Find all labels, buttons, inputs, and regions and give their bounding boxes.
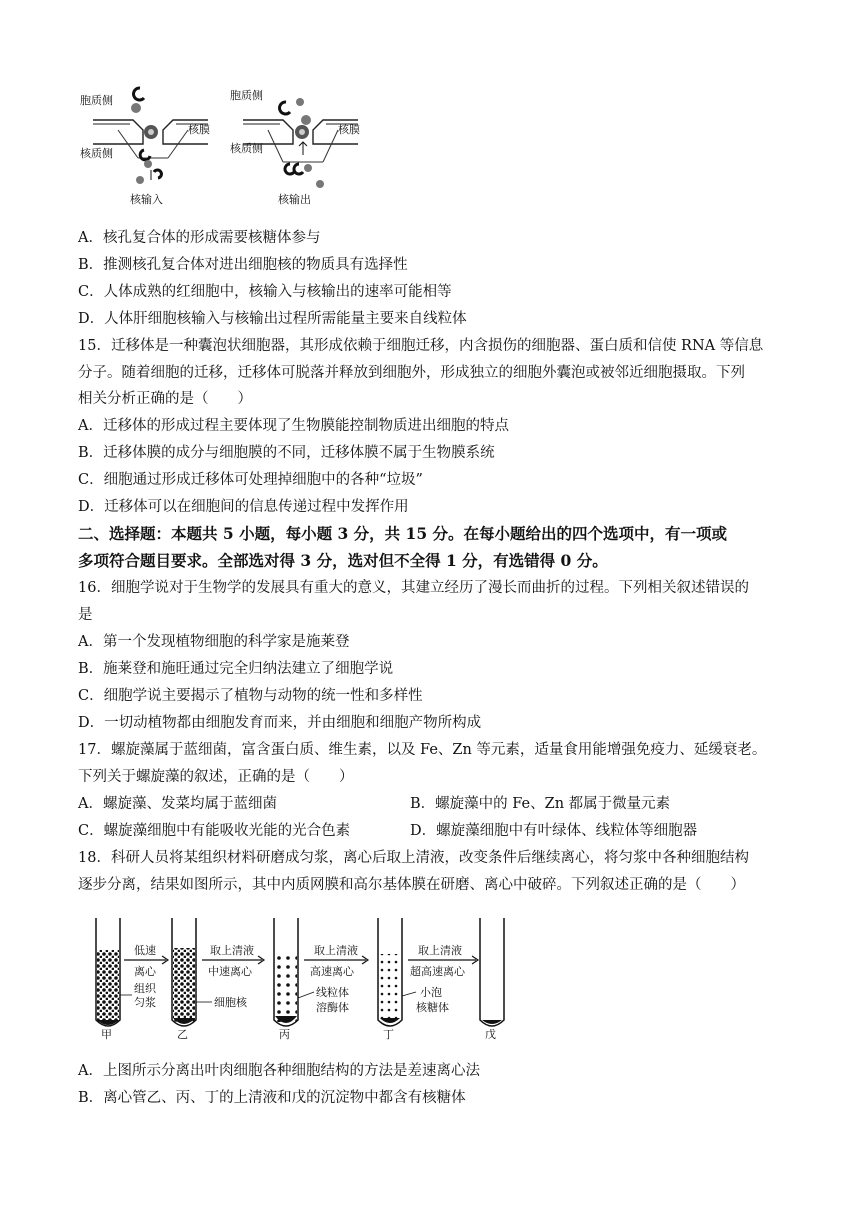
nuclear-import-diagram — [80, 88, 210, 206]
nuclear-export-diagram — [230, 88, 360, 206]
q16-option-d: D．一切动植物都由细胞发育而来，并由细胞和细胞产物所构成 — [78, 715, 482, 731]
q15-stem-2: 分子。随着细胞的迁移，迁移体可脱落并释放到细胞外，形成独立的细胞外囊泡或被邻近细胞摄取。下列 — [78, 365, 745, 381]
q16-option-a: A．第一个发现植物细胞的科学家是施莱登 — [78, 634, 350, 650]
vesicle-label-2: 核糖体 — [416, 1001, 449, 1014]
nuclear-transport-figure — [78, 80, 378, 215]
q16-option-c: C．细胞学说主要揭示了植物与动物的统一性和多样性 — [78, 688, 423, 704]
q16-stem-2: 是 — [78, 607, 93, 623]
tube-wu — [480, 918, 504, 1041]
q15-stem-1: 15．迁移体是一种囊泡状细胞器，其形成依赖于细胞迁移，内含损伤的细胞器、蛋白质和信使 RNA 等信息 — [78, 338, 764, 354]
q15-stem-3: 相关分析正确的是（ ） — [78, 391, 252, 407]
q16-option-b: B．施莱登和施旺通过完全归纳法建立了细胞学说 — [78, 661, 394, 677]
tube-label-jia: 甲 — [101, 1028, 112, 1041]
step3-label-1: 取上清液 — [314, 944, 358, 957]
arrow-step-1 — [120, 943, 168, 1009]
q16-stem-1: 16．细胞学说对于生物学的发展具有重大的意义，其建立经历了漫长而曲折的过程。下列相关叙述错误的 — [78, 580, 749, 596]
label-cyto-right: 胞质侧 — [230, 89, 263, 102]
step3-label-2: 高速离心 — [310, 965, 354, 978]
section-2-heading-line-1: 二、选择题：本题共 5 小题，每小题 3 分，共 15 分。在每小题给出的四个选项中，有一项或 — [78, 524, 728, 543]
step1-label-1: 低速 — [134, 944, 156, 957]
caption-import: 核输入 — [130, 193, 163, 206]
arrow-step-4 — [402, 943, 478, 1014]
q14-option-a: A．核孔复合体的形成需要核糖体参与 — [78, 230, 321, 246]
tube-label-yi: 乙 — [177, 1028, 188, 1041]
q18-stem-1: 18．科研人员将某组织材料研磨成匀浆，离心后取上清液，改变条件后继续离心，将匀浆中各种细胞结构 — [78, 850, 749, 866]
tube-label-ding: 丁 — [383, 1028, 394, 1041]
q18-option-a: A．上图所示分离出叶肉细胞各种细胞结构的方法是差速离心法 — [78, 1063, 480, 1079]
label-cyto-left: 胞质侧 — [80, 94, 113, 107]
homogenate-label-1: 组织 — [134, 982, 156, 995]
q15-option-d: D．迁移体可以在细胞间的信息传递过程中发挥作用 — [78, 499, 409, 515]
arrow-step-3 — [298, 943, 368, 1014]
centrifuge-figure — [78, 910, 518, 1045]
step4-label-2: 超高速离心 — [410, 965, 465, 978]
tube-label-bing: 丙 — [279, 1028, 290, 1041]
vesicle-label-1: 小泡 — [420, 986, 442, 999]
q18-option-b: B．离心管乙、丙、丁的上清液和戊的沉淀物中都含有核糖体 — [78, 1090, 466, 1106]
arrow-step-2 — [196, 943, 264, 1009]
nucleus-label: 细胞核 — [214, 996, 247, 1009]
q17-option-c: C．螺旋藻细胞中有能吸收光能的光合色素 — [78, 823, 351, 839]
label-membrane-right: 核膜 — [338, 123, 360, 136]
step1-label-2: 离心 — [134, 965, 156, 978]
section-2-heading-line-2: 多项符合题目要求。全部选对得 3 分，选对但不全得 1 分，有选错得 0 分。 — [78, 551, 608, 570]
q17-option-d: D．螺旋藻细胞中有叶绿体、线粒体等细胞器 — [410, 823, 698, 839]
label-nucleo-left: 核质侧 — [80, 147, 113, 160]
q17-option-a: A．螺旋藻、发菜均属于蓝细菌 — [78, 796, 277, 812]
q17-stem-1: 17．螺旋藻属于蓝细菌，富含蛋白质、维生素，以及 Fe、Zn 等元素，适量食用能增强免疫力、延缓衰老。 — [78, 742, 767, 758]
q17-stem-2: 下列关于螺旋藻的叙述，正确的是（ ） — [78, 769, 354, 785]
step2-label-2: 中速离心 — [208, 965, 252, 978]
q14-option-b: B．推测核孔复合体对进出细胞核的物质具有选择性 — [78, 257, 408, 273]
tube-label-wu: 戊 — [485, 1028, 496, 1041]
mito-label-1: 线粒体 — [316, 986, 349, 999]
tube-bing — [274, 918, 298, 1041]
homogenate-label-2: 匀浆 — [134, 996, 156, 1009]
mito-label-2: 溶酶体 — [316, 1001, 349, 1014]
tube-ding — [378, 918, 402, 1041]
step2-label-1: 取上清液 — [210, 944, 254, 957]
q15-option-c: C．细胞通过形成迁移体可处理掉细胞中的各种“垃圾” — [78, 472, 423, 488]
q15-option-a: A．迁移体的形成过程主要体现了生物膜能控制物质进出细胞的特点 — [78, 418, 509, 434]
q14-option-c: C．人体成熟的红细胞中，核输入与核输出的速率可能相等 — [78, 284, 452, 300]
q14-option-d: D．人体肝细胞核输入与核输出过程所需能量主要来自线粒体 — [78, 311, 467, 327]
q15-option-b: B．迁移体膜的成分与细胞膜的不同，迁移体膜不属于生物膜系统 — [78, 445, 495, 461]
q17-option-b: B．螺旋藻中的 Fe、Zn 都属于微量元素 — [410, 796, 671, 812]
tube-yi — [172, 918, 196, 1041]
step4-label-1: 取上清液 — [418, 944, 462, 957]
tube-jia — [96, 918, 120, 1041]
label-nucleo-right: 核质侧 — [230, 142, 263, 155]
label-membrane-left: 核膜 — [188, 123, 210, 136]
q18-stem-2: 逐步分离，结果如图所示，其中内质网膜和高尔基体膜在研磨、离心中破碎。下列叙述正确的是（ ） — [78, 877, 745, 893]
caption-export: 核输出 — [278, 193, 311, 206]
